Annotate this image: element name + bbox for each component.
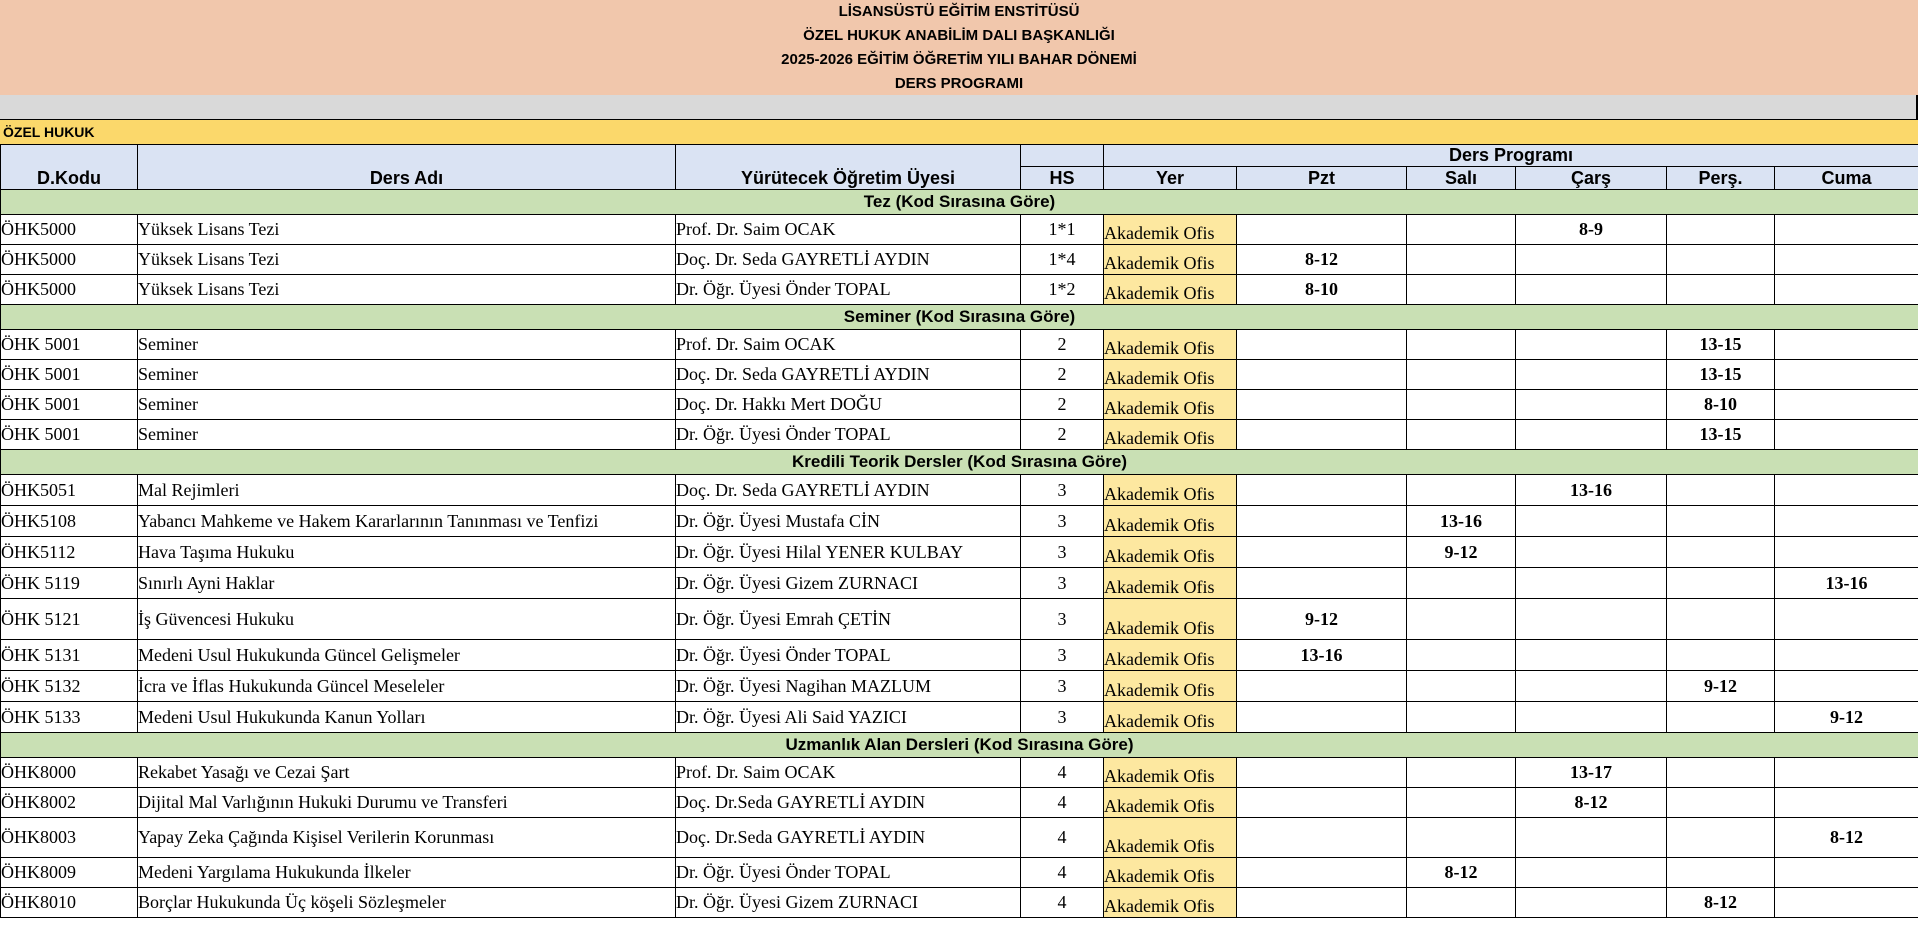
hours: 4	[1021, 888, 1104, 918]
time-cars	[1516, 506, 1667, 537]
location: Akademik Ofis	[1104, 818, 1237, 858]
hours: 3	[1021, 475, 1104, 506]
group-row-kredili	[1, 450, 1918, 475]
time-sali	[1407, 275, 1516, 305]
col-header-name: Ders Adı	[138, 145, 676, 190]
table-row	[1, 702, 1918, 733]
time-cuma	[1775, 275, 1918, 305]
time-cuma: 9-12	[1775, 702, 1918, 733]
time-pzt	[1237, 858, 1407, 888]
course-name: İcra ve İflas Hukukunda Güncel Meseleler	[138, 671, 676, 702]
time-cars	[1516, 640, 1667, 671]
course-code: ÖHK 5001	[1, 390, 138, 420]
col-header-cuma: Cuma	[1775, 167, 1918, 190]
group-row-tez	[1, 190, 1918, 215]
time-pzt	[1237, 671, 1407, 702]
department-title: ÖZEL HUKUK ANABİLİM DALI BAŞKANLIĞI	[803, 27, 1115, 44]
table-row	[1, 858, 1918, 888]
time-sali	[1407, 788, 1516, 818]
hours: 3	[1021, 702, 1104, 733]
table-row	[1, 360, 1918, 390]
time-sali: 8-12	[1407, 858, 1516, 888]
col-header-sali: Salı	[1407, 167, 1516, 190]
time-sali	[1407, 420, 1516, 450]
time-pzt	[1237, 506, 1407, 537]
group-row-uzmanlik	[1, 733, 1918, 758]
time-pzt	[1237, 215, 1407, 245]
location: Akademik Ofis	[1104, 506, 1237, 537]
hours: 3	[1021, 537, 1104, 568]
table-row	[1, 420, 1918, 450]
col-header-hs-top	[1021, 145, 1104, 167]
course-code: ÖHK8002	[1, 788, 138, 818]
course-code: ÖHK8009	[1, 858, 138, 888]
hours: 4	[1021, 758, 1104, 788]
time-sali: 13-16	[1407, 506, 1516, 537]
time-cuma	[1775, 215, 1918, 245]
col-header-code: D.Kodu	[1, 145, 138, 190]
time-cuma	[1775, 788, 1918, 818]
time-cars: 13-17	[1516, 758, 1667, 788]
course-name: Medeni Yargılama Hukukunda İlkeler	[138, 858, 676, 888]
group-title: Tez (Kod Sırasına Göre)	[1, 190, 1918, 215]
time-cars	[1516, 245, 1667, 275]
time-pers	[1667, 599, 1775, 640]
time-pzt	[1237, 537, 1407, 568]
time-sali	[1407, 475, 1516, 506]
time-pers	[1667, 506, 1775, 537]
course-name: Seminer	[138, 330, 676, 360]
location: Akademik Ofis	[1104, 702, 1237, 733]
time-pzt: 9-12	[1237, 599, 1407, 640]
time-cars	[1516, 858, 1667, 888]
course-name: Yabancı Mahkeme ve Hakem Kararlarının Tanınması ve Tenfizi	[138, 506, 676, 537]
time-pers: 13-15	[1667, 360, 1775, 390]
time-pers	[1667, 275, 1775, 305]
course-code: ÖHK5108	[1, 506, 138, 537]
course-code: ÖHK5051	[1, 475, 138, 506]
location: Akademik Ofis	[1104, 858, 1237, 888]
time-pzt	[1237, 702, 1407, 733]
col-header-pers: Perş.	[1667, 167, 1775, 190]
instructor-name: Prof. Dr. Saim OCAK	[676, 215, 1021, 245]
hours: 4	[1021, 818, 1104, 858]
time-pers	[1667, 640, 1775, 671]
time-cars: 8-9	[1516, 215, 1667, 245]
time-cars	[1516, 888, 1667, 918]
time-pers: 8-12	[1667, 888, 1775, 918]
col-header-cars: Çarş	[1516, 167, 1667, 190]
instructor-name: Dr. Öğr. Üyesi Ali Said YAZICI	[676, 702, 1021, 733]
location: Akademik Ofis	[1104, 360, 1237, 390]
time-pers	[1667, 702, 1775, 733]
instructor-name: Doç. Dr. Seda GAYRETLİ AYDIN	[676, 475, 1021, 506]
location: Akademik Ofis	[1104, 390, 1237, 420]
course-code: ÖHK8003	[1, 818, 138, 858]
time-sali	[1407, 568, 1516, 599]
location: Akademik Ofis	[1104, 888, 1237, 918]
table-row	[1, 640, 1918, 671]
group-title: Uzmanlık Alan Dersleri (Kod Sırasına Göre)	[1, 733, 1918, 758]
hours: 1*2	[1021, 275, 1104, 305]
table-row	[1, 568, 1918, 599]
time-pers: 8-10	[1667, 390, 1775, 420]
group-row-seminer	[1, 305, 1918, 330]
table-row	[1, 245, 1918, 275]
table-row	[1, 475, 1918, 506]
time-pers	[1667, 475, 1775, 506]
location: Akademik Ofis	[1104, 420, 1237, 450]
time-pzt: 8-12	[1237, 245, 1407, 275]
time-pzt	[1237, 420, 1407, 450]
time-cuma	[1775, 599, 1918, 640]
course-code: ÖHK5000	[1, 245, 138, 275]
time-sali	[1407, 702, 1516, 733]
course-name: Yüksek Lisans Tezi	[138, 275, 676, 305]
time-cars	[1516, 330, 1667, 360]
hours: 1*4	[1021, 245, 1104, 275]
time-sali	[1407, 360, 1516, 390]
course-name: Yüksek Lisans Tezi	[138, 245, 676, 275]
time-cuma	[1775, 330, 1918, 360]
table-row	[1, 599, 1918, 640]
table-row	[1, 888, 1918, 918]
time-cuma	[1775, 671, 1918, 702]
course-code: ÖHK 5121	[1, 599, 138, 640]
location: Akademik Ofis	[1104, 537, 1237, 568]
course-name: Seminer	[138, 420, 676, 450]
instructor-name: Dr. Öğr. Üyesi Nagihan MAZLUM	[676, 671, 1021, 702]
instructor-name: Dr. Öğr. Üyesi Önder TOPAL	[676, 640, 1021, 671]
course-name: Seminer	[138, 360, 676, 390]
col-header-pzt: Pzt	[1237, 167, 1407, 190]
instructor-name: Prof. Dr. Saim OCAK	[676, 330, 1021, 360]
time-cars	[1516, 420, 1667, 450]
course-code: ÖHK5112	[1, 537, 138, 568]
hours: 3	[1021, 640, 1104, 671]
spacer-band	[0, 95, 1918, 120]
time-pers: 9-12	[1667, 671, 1775, 702]
instructor-name: Dr. Öğr. Üyesi Hilal YENER KULBAY	[676, 537, 1021, 568]
group-title: Kredili Teorik Dersler (Kod Sırasına Göre)	[1, 450, 1918, 475]
location: Akademik Ofis	[1104, 275, 1237, 305]
course-code: ÖHK 5131	[1, 640, 138, 671]
instructor-name: Dr. Öğr. Üyesi Önder TOPAL	[676, 275, 1021, 305]
time-cuma	[1775, 420, 1918, 450]
time-pers: 13-15	[1667, 420, 1775, 450]
instructor-name: Dr. Öğr. Üyesi Mustafa CİN	[676, 506, 1021, 537]
time-cuma	[1775, 245, 1918, 275]
instructor-name: Prof. Dr. Saim OCAK	[676, 758, 1021, 788]
section-title: ÖZEL HUKUK	[0, 120, 1918, 144]
time-pers	[1667, 758, 1775, 788]
hours: 3	[1021, 506, 1104, 537]
course-name: Hava Taşıma Hukuku	[138, 537, 676, 568]
table-row	[1, 275, 1918, 305]
course-name: Yüksek Lisans Tezi	[138, 215, 676, 245]
time-sali	[1407, 671, 1516, 702]
time-cars	[1516, 537, 1667, 568]
time-pers	[1667, 537, 1775, 568]
group-title: Seminer (Kod Sırasına Göre)	[1, 305, 1918, 330]
time-cars	[1516, 818, 1667, 858]
time-sali	[1407, 758, 1516, 788]
col-header-instructor: Yürütecek Öğretim Üyesi	[676, 145, 1021, 190]
course-name: İş Güvencesi Hukuku	[138, 599, 676, 640]
time-sali	[1407, 215, 1516, 245]
time-pzt: 8-10	[1237, 275, 1407, 305]
document-header	[0, 0, 1918, 95]
instructor-name: Dr. Öğr. Üyesi Gizem ZURNACI	[676, 888, 1021, 918]
time-cars	[1516, 390, 1667, 420]
time-pzt	[1237, 390, 1407, 420]
time-cuma	[1775, 506, 1918, 537]
time-pers: 13-15	[1667, 330, 1775, 360]
time-pzt	[1237, 788, 1407, 818]
hours: 2	[1021, 360, 1104, 390]
course-name: Borçlar Hukukunda Üç köşeli Sözleşmeler	[138, 888, 676, 918]
course-code: ÖHK8000	[1, 758, 138, 788]
instructor-name: Dr. Öğr. Üyesi Emrah ÇETİN	[676, 599, 1021, 640]
term-title: 2025-2026 EĞİTİM ÖĞRETİM YILI BAHAR DÖNEMİ	[781, 51, 1137, 68]
time-cars	[1516, 671, 1667, 702]
course-code: ÖHK8010	[1, 888, 138, 918]
course-name: Medeni Usul Hukukunda Güncel Gelişmeler	[138, 640, 676, 671]
time-cuma	[1775, 888, 1918, 918]
time-pers	[1667, 245, 1775, 275]
time-cars: 8-12	[1516, 788, 1667, 818]
time-sali	[1407, 330, 1516, 360]
time-sali: 9-12	[1407, 537, 1516, 568]
course-code: ÖHK 5001	[1, 330, 138, 360]
table-row	[1, 758, 1918, 788]
table-row	[1, 390, 1918, 420]
location: Akademik Ofis	[1104, 330, 1237, 360]
col-header-yer: Yer	[1104, 167, 1237, 190]
time-cars: 13-16	[1516, 475, 1667, 506]
time-pers	[1667, 858, 1775, 888]
course-code: ÖHK5000	[1, 215, 138, 245]
time-pers	[1667, 215, 1775, 245]
program-title: DERS PROGRAMI	[894, 75, 1024, 92]
time-pzt	[1237, 758, 1407, 788]
location: Akademik Ofis	[1104, 475, 1237, 506]
course-name: Sınırlı Ayni Haklar	[138, 568, 676, 599]
time-pzt	[1237, 818, 1407, 858]
time-cuma: 13-16	[1775, 568, 1918, 599]
hours: 3	[1021, 568, 1104, 599]
time-cuma	[1775, 475, 1918, 506]
table-row	[1, 330, 1918, 360]
course-code: ÖHK5000	[1, 275, 138, 305]
course-code: ÖHK 5119	[1, 568, 138, 599]
course-code: ÖHK 5001	[1, 420, 138, 450]
table-row	[1, 788, 1918, 818]
hours: 2	[1021, 330, 1104, 360]
location: Akademik Ofis	[1104, 599, 1237, 640]
table-row	[1, 537, 1918, 568]
hours: 1*1	[1021, 215, 1104, 245]
time-sali	[1407, 245, 1516, 275]
time-cuma	[1775, 758, 1918, 788]
instructor-name: Doç. Dr.Seda GAYRETLİ AYDIN	[676, 788, 1021, 818]
instructor-name: Doç. Dr. Hakkı Mert DOĞU	[676, 390, 1021, 420]
location: Akademik Ofis	[1104, 671, 1237, 702]
time-cars	[1516, 599, 1667, 640]
course-code: ÖHK 5001	[1, 360, 138, 390]
time-pzt	[1237, 568, 1407, 599]
location: Akademik Ofis	[1104, 640, 1237, 671]
time-cuma	[1775, 537, 1918, 568]
time-pzt	[1237, 888, 1407, 918]
instructor-name: Doç. Dr. Seda GAYRETLİ AYDIN	[676, 360, 1021, 390]
time-cars	[1516, 568, 1667, 599]
time-sali	[1407, 599, 1516, 640]
time-sali	[1407, 390, 1516, 420]
table-row	[1, 215, 1918, 245]
location: Akademik Ofis	[1104, 758, 1237, 788]
time-cars	[1516, 360, 1667, 390]
location: Akademik Ofis	[1104, 245, 1237, 275]
schedule-table	[0, 144, 1918, 918]
table-row	[1, 818, 1918, 858]
table-row	[1, 671, 1918, 702]
time-cars	[1516, 702, 1667, 733]
hours: 3	[1021, 599, 1104, 640]
course-name: Rekabet Yasağı ve Cezai Şart	[138, 758, 676, 788]
course-name: Yapay Zeka Çağında Kişisel Verilerin Korunması	[138, 818, 676, 858]
time-sali	[1407, 818, 1516, 858]
time-sali	[1407, 640, 1516, 671]
time-pzt	[1237, 330, 1407, 360]
time-cuma	[1775, 858, 1918, 888]
time-pzt	[1237, 360, 1407, 390]
table-row	[1, 506, 1918, 537]
course-code: ÖHK 5133	[1, 702, 138, 733]
time-cars	[1516, 275, 1667, 305]
time-cuma	[1775, 390, 1918, 420]
time-pers	[1667, 568, 1775, 599]
time-pers	[1667, 788, 1775, 818]
course-name: Medeni Usul Hukukunda Kanun Yolları	[138, 702, 676, 733]
instructor-name: Dr. Öğr. Üyesi Önder TOPAL	[676, 858, 1021, 888]
time-cuma	[1775, 640, 1918, 671]
location: Akademik Ofis	[1104, 788, 1237, 818]
time-cuma	[1775, 360, 1918, 390]
hours: 3	[1021, 671, 1104, 702]
instructor-name: Dr. Öğr. Üyesi Önder TOPAL	[676, 420, 1021, 450]
course-name: Seminer	[138, 390, 676, 420]
instructor-name: Dr. Öğr. Üyesi Gizem ZURNACI	[676, 568, 1021, 599]
hours: 4	[1021, 788, 1104, 818]
location: Akademik Ofis	[1104, 568, 1237, 599]
hours: 2	[1021, 390, 1104, 420]
instructor-name: Doç. Dr.Seda GAYRETLİ AYDIN	[676, 818, 1021, 858]
hours: 4	[1021, 858, 1104, 888]
location: Akademik Ofis	[1104, 215, 1237, 245]
instructor-name: Doç. Dr. Seda GAYRETLİ AYDIN	[676, 245, 1021, 275]
hours: 2	[1021, 420, 1104, 450]
time-pers	[1667, 818, 1775, 858]
course-code: ÖHK 5132	[1, 671, 138, 702]
time-cuma: 8-12	[1775, 818, 1918, 858]
time-pzt: 13-16	[1237, 640, 1407, 671]
col-header-program: Ders Programı	[1104, 145, 1918, 167]
schedule-body	[1, 145, 1918, 918]
course-name: Dijital Mal Varlığının Hukuki Durumu ve Transferi	[138, 788, 676, 818]
course-name: Mal Rejimleri	[138, 475, 676, 506]
institute-title: LİSANSÜSTÜ EĞİTİM ENSTİTÜSÜ	[838, 3, 1080, 20]
time-sali	[1407, 888, 1516, 918]
time-pzt	[1237, 475, 1407, 506]
col-header-hs: HS	[1021, 167, 1104, 190]
